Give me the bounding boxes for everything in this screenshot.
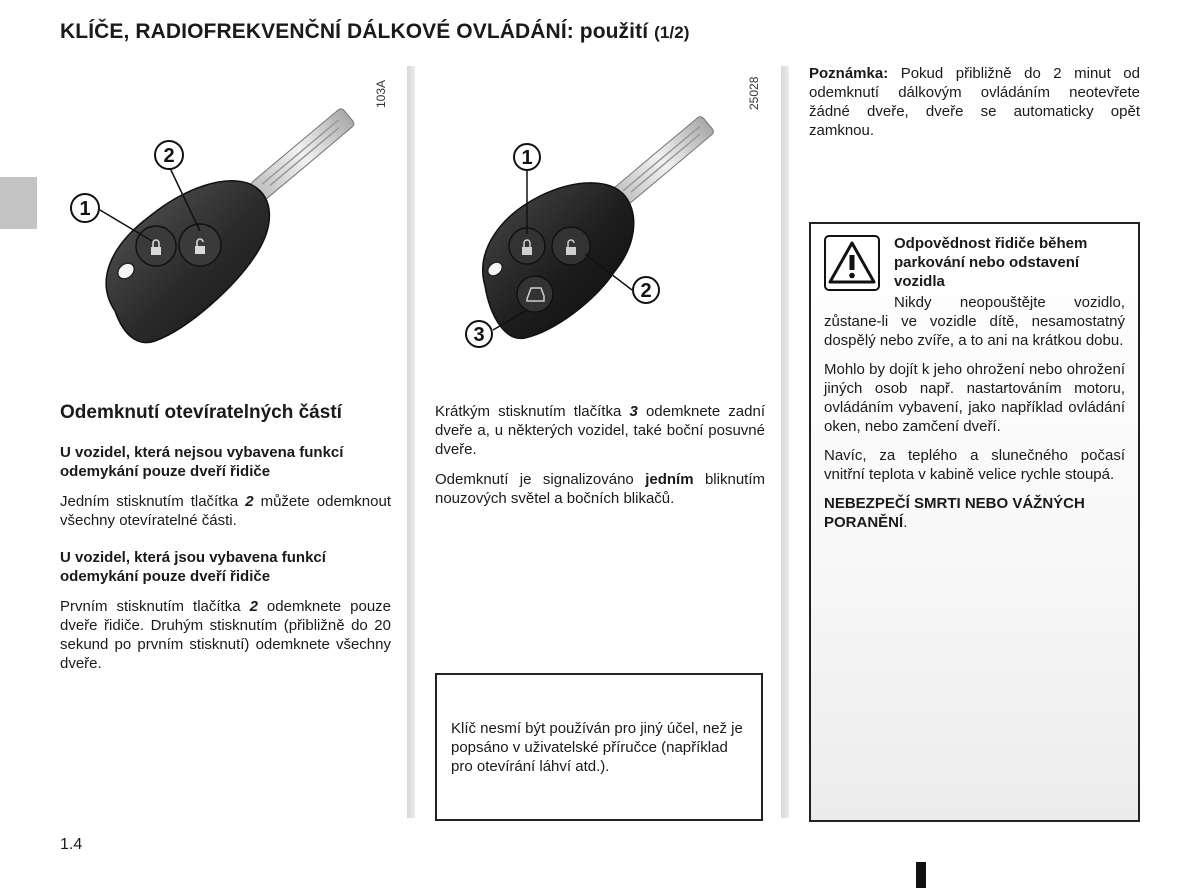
- key-usage-notice: Klíč nesmí být používán pro jiný účel, než je popsáno v uživatelské příručce (například pro otevírání láhví atd.).: [451, 720, 743, 775]
- page-title: [60, 20, 690, 44]
- key-three-buttons-image: [435, 66, 775, 386]
- note-paragraph: Poznámka: Pokud přibližně do 2 minut od odemknutí dálkovým ovládáním neotevřete žádné dveře, dveře se automaticky opět zamknou.: [809, 65, 1140, 139]
- left-column: [60, 402, 391, 673]
- callout-1: [71, 194, 99, 222]
- page-number: 1.4: [60, 836, 83, 853]
- warning-header: [824, 234, 1125, 291]
- page-title-part: (1/2): [654, 23, 690, 42]
- button-ref: 2: [249, 598, 258, 615]
- svg-text:3: 3: [473, 324, 485, 346]
- paragraph-2: Prvním stisknutím tlačítka 2 odemknete pouze dveře řidiče. Druhým stisknutím (přibližně do 20 sekund po prvním stisknutí) odemknete všechny dveře.: [60, 598, 392, 672]
- svg-text:2: 2: [163, 145, 175, 167]
- svg-text:1: 1: [79, 198, 91, 220]
- warning-paragraph-1: Nikdy neopouštějte vozidlo, zůstane-li ve vozidle dítě, nesamostatný dospělý nebo zvíře, a to ani na krátkou dobu.: [824, 294, 1125, 349]
- figure-code-2: 25028: [747, 76, 761, 110]
- warning-title: Odpovědnost řidiče během parkování nebo odstavení vozidla: [894, 235, 1088, 290]
- key-two-buttons-image: [60, 66, 400, 386]
- callout-2: [155, 141, 183, 169]
- subheading-2: U vozidel, která jsou vybavena funkcí odemykání pouze dveří řidiče: [60, 549, 326, 585]
- button-ref: 2: [245, 493, 254, 510]
- callout-3: [466, 321, 492, 347]
- button-ref: 3: [629, 403, 638, 420]
- warning-paragraph-2: Mohlo by dojít k jeho ohrožení nebo ohrožení jiných osob např. nastartováním motoru, ovládáním vybavení, jako například ovládání oken, nebo zamčení dveří.: [824, 361, 1125, 435]
- page-title-main: KLÍČE, RADIOFREKVENČNÍ DÁLKOVÉ OVLÁDÁNÍ: použití: [60, 20, 649, 43]
- paragraph-signal: Odemknutí je signalizováno jedním bliknutím nouzových světel a bočních blikačů.: [435, 471, 765, 507]
- middle-column: [435, 402, 765, 508]
- warning-danger: NEBEZPEČÍ SMRTI NEBO VÁŽNÝCH PORANĚNÍ.: [824, 495, 1085, 531]
- paragraph-rear-door: Krátkým stisknutím tlačítka 3 odemknete zadní dveře a, u některých vozidel, také boční posuvné dveře.: [435, 403, 766, 458]
- svg-text:2: 2: [640, 280, 652, 302]
- warning-triangle-icon: [824, 235, 880, 291]
- warning-paragraph-3: Navíc, za teplého a slunečného počasí vnitřní teplota v kabině velice rychle stoupá.: [824, 447, 1125, 483]
- key-figure-two-buttons: [60, 66, 400, 386]
- column-separator-right: [781, 66, 789, 818]
- section-heading: Odemknutí otevíratelných částí: [60, 402, 342, 423]
- warning-box: [809, 222, 1140, 822]
- note-label: Poznámka:: [809, 65, 889, 82]
- key-usage-notice-box: [435, 673, 763, 821]
- subheading-1: U vozidel, která nejsou vybavena funkcí odemykání pouze dveří řidiče: [60, 444, 344, 480]
- chapter-tab: [0, 177, 37, 229]
- svg-text:1: 1: [521, 147, 533, 169]
- paragraph-1: Jedním stisknutím tlačítka 2 můžete odemknout všechny otevíratelné části.: [60, 493, 391, 529]
- figure-code-1: 103A: [374, 79, 388, 108]
- key-figure-three-buttons: [435, 66, 775, 386]
- page-edge-marker: [916, 862, 926, 888]
- column-separator-left: [407, 66, 415, 818]
- callout-1: [514, 144, 540, 170]
- callout-2: [633, 277, 659, 303]
